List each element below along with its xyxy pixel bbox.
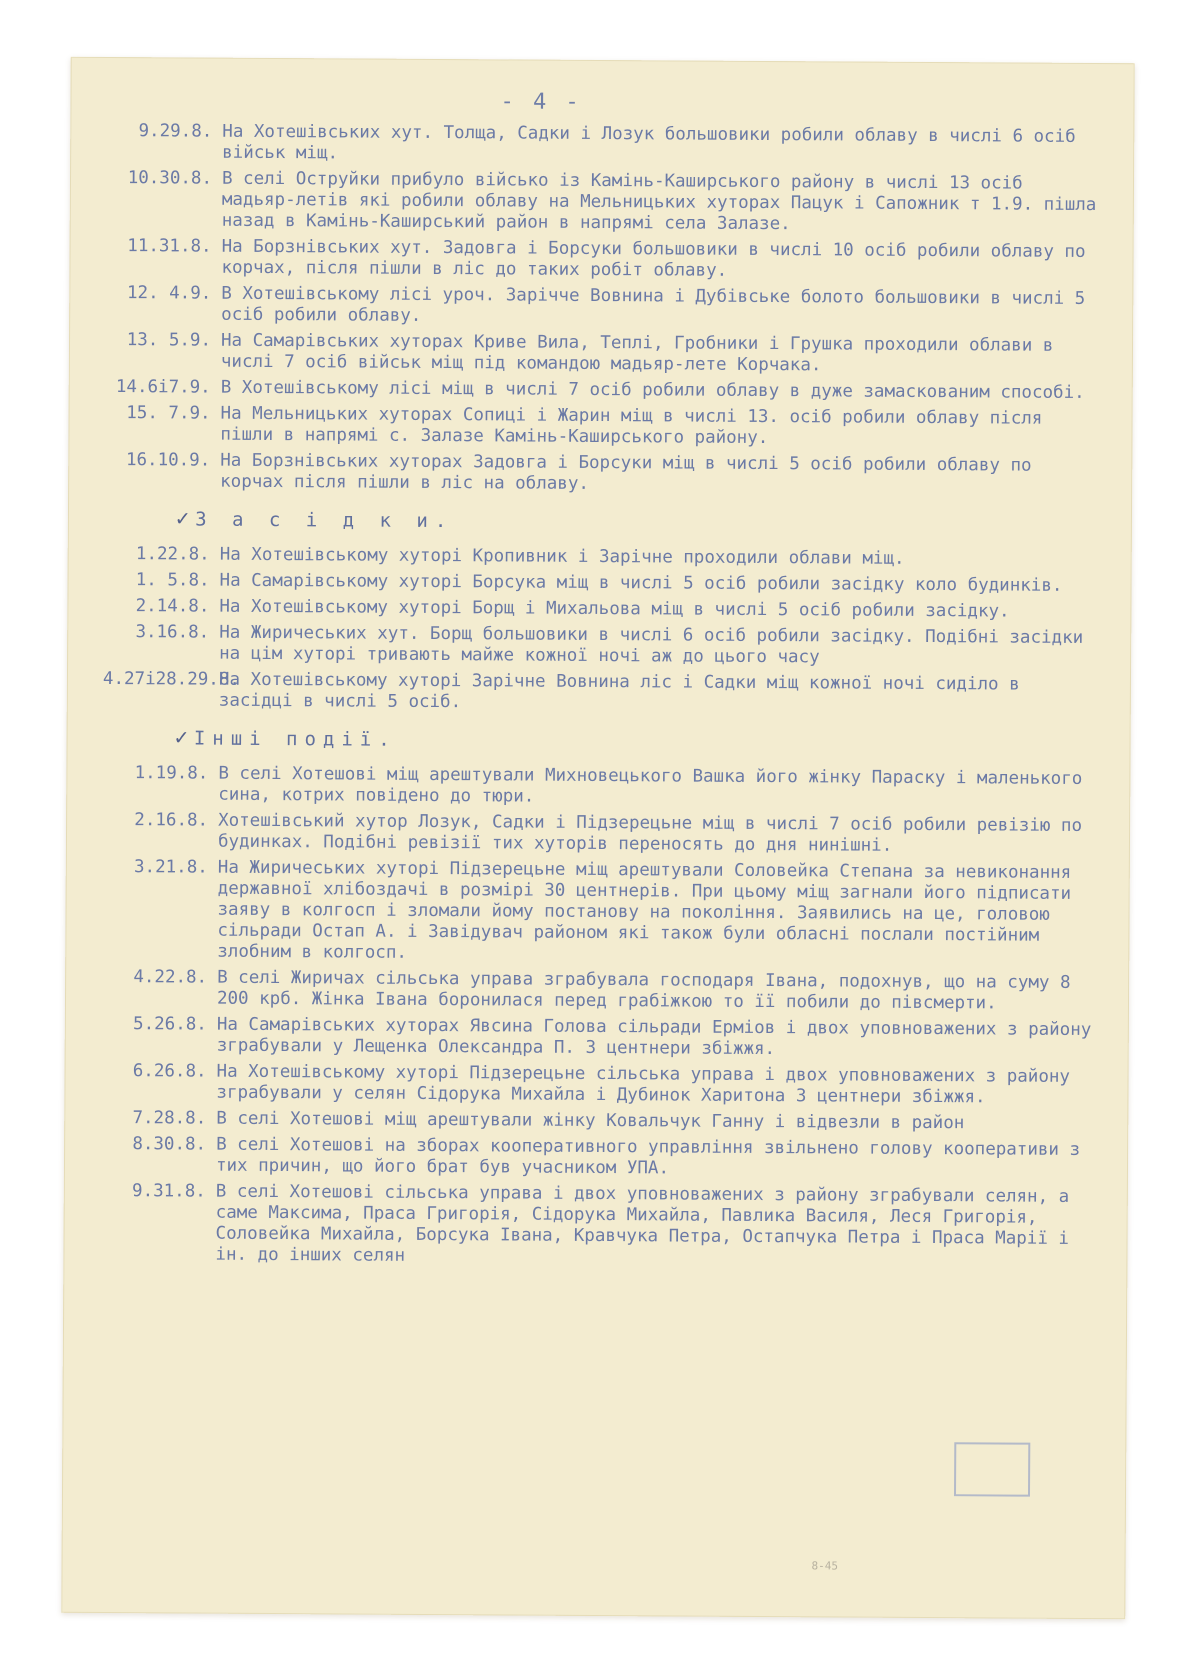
document-entry <box>104 450 1104 498</box>
entry-number: 1.22.8. <box>135 544 210 565</box>
document-entry <box>105 377 1105 404</box>
entry-text: На Жиричеських хуторі Підзерецьне міщ арештували Соловейка Степана за невиконання державної хлібоздачі в розмірі 30 центнерів. При цьому міщ загнали його підписати заяву в колгосп і зломали йому постанову на покоління. Заявились на це, головою сільради Остап А. і Завідувач районом які також були обласні послали постійним злобним в колгосп. <box>217 857 1082 963</box>
check-mark-icon: ✓ <box>174 725 188 751</box>
check-mark-icon: ✓ <box>175 506 190 532</box>
entry-text: Хотешівський хутор Лозук, Садки і Підзерецьне міщ в числі 7 осіб робили ревізію по будинках. Подібні ревізії тих хуторів переносять до дня нинішні. <box>217 810 1093 856</box>
entry-number: 1. 5.8. <box>135 570 210 591</box>
entry-number: 9.29.8. <box>138 121 213 142</box>
entry-number: 3.21.8. <box>133 857 208 878</box>
document-entry <box>100 1061 1100 1109</box>
entry-number: 4.27і28.29.8. <box>102 668 240 690</box>
entry-number: 4.22.8. <box>133 967 208 988</box>
entry-number: 2.14.8. <box>135 596 210 617</box>
document-entry <box>103 570 1103 597</box>
section-heading-text: Інші події. <box>193 727 397 751</box>
entry-number: 12. 4.9. <box>126 283 212 304</box>
entry-text: На Жиричеських хут. Борщ большовики в числі 6 осіб робили засідку. Подібні засідки на цім хуторі тривають майже кожної ночі аж до цього часу <box>219 622 1094 668</box>
document-entry <box>105 283 1105 331</box>
document-entry <box>101 857 1102 968</box>
entry-text: На Хотешівському хуторі Підзерецьне сільська управа і двох уповноважених з району зграбували у селян Сідорука Михайла і Дубинок Харитона 3 центнери збіжжя. <box>216 1061 1081 1108</box>
entry-number: 1.19.8. <box>134 763 209 784</box>
document-entry <box>104 403 1104 451</box>
entry-text: На Хотешівському хуторі Кропивник і Зарічне проходили облави міщ. <box>219 544 905 569</box>
entry-number: 2.16.8. <box>134 810 209 831</box>
entry-number: 3.16.8. <box>135 622 210 643</box>
entry-text: В селі Хотешові на зборах кооперативного управління звільнено голову кооперативи з тих причин, що його брат був учасником УПА. <box>215 1134 1091 1179</box>
section-ambushes <box>103 544 1104 717</box>
entry-text: На Хотешівському хуторі Борщ і Михальова міщ в числі 5 осіб робили засідку. <box>219 596 1010 622</box>
page-number: - 4 - <box>500 89 582 115</box>
entry-number: 16.10.9. <box>125 450 211 471</box>
entry-number: 9.31.8. <box>132 1181 206 1202</box>
document-entry <box>102 810 1102 858</box>
entry-text: На Самарівському хуторі Борсука міщ в числі 5 осіб робили засідку коло будинків. <box>219 570 1063 596</box>
document-entry <box>104 544 1104 571</box>
archive-stamp <box>954 1442 1030 1496</box>
entry-text: В Хотешівському лісі уроч. Зарічче Вовнина і Дубівське болото большовики в числі 5 осіб робили облаву. <box>221 283 1096 326</box>
document-entry <box>102 763 1102 811</box>
entry-text: В селі Жиричах сільська управа зграбувала господаря Івана, подохнув, що на суму 8 200 крб. Жінка Івана боронилася перед грабіжкою то її побили до півсмерти. <box>216 967 1082 1014</box>
document-entry <box>105 236 1105 284</box>
entry-number: 15. 7.9. <box>126 403 211 424</box>
entry-text: В селі Оструйки прибуло військо із Камінь-Каширського району в числі 13 осіб мадьяр-летів які робили облаву на Мельницьких хуторах Пацук і Сапожник т 1.9. пішла назад в Камінь-Каширський район в напрямі села Залазе. <box>221 168 1107 235</box>
document-entry <box>103 622 1103 670</box>
document-entry <box>106 168 1106 237</box>
document-entry <box>105 330 1105 378</box>
entry-text: В селі Хотешові сільська управа і двох уповноважених з району зграбували селян, а саме Максима, Праса Григорія, Сідорука Михайла, Павлика Василя, Леся Григорія, Соловейка Михайла, Борсука Івана, Кравчука Петра, Остапчука Петра і Праса Марії і ін. до інших селян <box>215 1181 1080 1266</box>
document-entry <box>103 596 1103 623</box>
document-entry <box>100 1134 1100 1182</box>
document-entry <box>101 1014 1101 1062</box>
entry-number: 7.28.8. <box>132 1108 207 1129</box>
entry-text: В Хотешівському лісі міщ в числі 7 осіб робили облаву в дуже замаскованим способі. <box>220 377 1085 403</box>
section-heading-ambushes <box>176 508 1104 536</box>
document-page <box>61 57 1134 1619</box>
pencil-annotation: 8-45 <box>811 1559 839 1573</box>
entry-number: 13. 5.9. <box>126 330 212 351</box>
document-entry <box>101 967 1101 1015</box>
entry-text: В селі Хотешові міщ арештували Михновецького Вашка його жінку Параску і маленького сина, котрих повідено до тюри. <box>218 763 1093 807</box>
entry-number: 10.30.8. <box>127 168 213 189</box>
document-entry <box>99 1181 1099 1271</box>
entry-text: На Хотешівському хуторі Зарічне Вовнина ліс і Садки міщ кожної ночі сиділо в засідці в числі 5 осіб. <box>218 669 1031 713</box>
entry-text: В селі Хотешові міщ арештували жінку Ковальчук Ганну і відвезли в район <box>216 1108 965 1134</box>
entry-number: 11.31.8. <box>127 236 212 257</box>
entry-number: 5.26.8. <box>133 1014 207 1035</box>
entry-text: На Самарівських хуторах Криве Вила, Теплі, Гробники і Грушка проходили облави в числі 7 осіб військ міщ під командою мадьяр-лете Корчака. <box>220 330 1064 376</box>
document-entry <box>100 1108 1100 1135</box>
entry-text: На Борзнівських хуторах Задовга і Борсуки міщ в числі 5 осіб робили облаву по корчах після пішли в ліс на облаву. <box>220 450 1043 494</box>
section-other-events <box>99 763 1102 1271</box>
entry-number: 8.30.8. <box>132 1134 207 1155</box>
entry-text: На Самарівських хуторах Явсина Голова сільради Ерміов і двох уповноважених з району зграбували у Лещенка Олександра П. 3 центнери збіжжя. <box>216 1014 1102 1060</box>
document-entry <box>106 121 1106 169</box>
entry-number: 6.26.8. <box>132 1061 207 1082</box>
section-heading-text: 3 а с і д к и. <box>195 508 454 533</box>
entry-text: На Мельницьких хуторах Сопиці і Жарин міщ в числі 13. осіб робили облаву після пішли в напрямі с. Залазе Камінь-Каширського району. <box>220 403 1053 449</box>
entry-number: 14.6і7.9. <box>115 377 211 398</box>
entry-text: На Хотешівських хут. Толща, Садки і Лозук большовики робили облаву в числі 6 осіб військ міщ. <box>222 121 1087 164</box>
section-heading-other-events <box>175 727 1103 755</box>
document-body <box>99 121 1106 1276</box>
entry-text: На Борзнівських хут. Задовга і Борсуки большовики в числі 10 осіб робили облаву по корчах, після пішли в ліс до таких робіт облаву. <box>221 236 1097 281</box>
document-entry <box>103 669 1103 717</box>
section-raids <box>104 121 1106 498</box>
